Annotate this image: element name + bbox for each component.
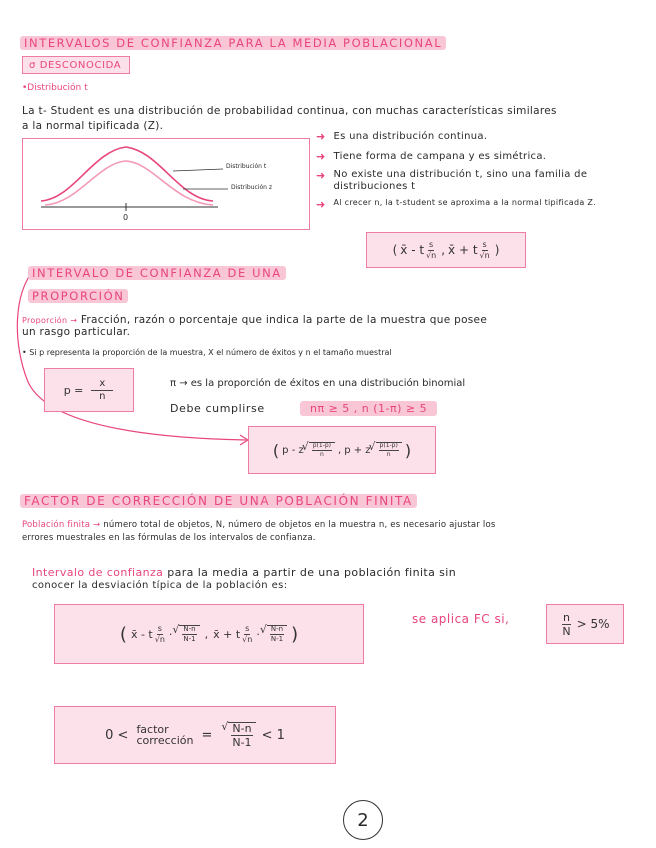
finite-definition: [22, 520, 495, 530]
finite-def-label: Población finita →: [22, 520, 101, 530]
proportion-definition: [22, 314, 487, 326]
frac-num: √ p(1-p): [379, 442, 398, 449]
paren-close: ): [404, 440, 412, 460]
paren-open: (: [392, 243, 398, 257]
frac-den: N-1: [183, 635, 196, 643]
frac-num: s: [482, 239, 487, 249]
p-formula-box: [44, 368, 134, 412]
zero-lt: 0 <: [105, 727, 129, 743]
section-title-proportion-line2: PROPORCIÓN: [28, 289, 128, 303]
comma: ,: [204, 627, 209, 641]
s-over-sqrt-n: [154, 625, 166, 644]
graph-zero-label: 0: [123, 213, 129, 222]
frac-num: n: [563, 610, 571, 624]
graph-label-t: Distribución t: [226, 163, 267, 170]
property-text: Es una distribución continua.: [333, 131, 488, 142]
s-over-sqrt-n: [479, 241, 491, 260]
fc-applies-text: se aplica FC si,: [412, 612, 510, 626]
frac-num: √ p(1-p): [312, 442, 332, 449]
sqrt-proportion: [376, 442, 402, 458]
proportion-def-label: Proporción →: [22, 316, 78, 325]
property-text: No existe una distribución t, sino una familia de distribuciones t: [333, 169, 588, 192]
proportion-condition: nπ ≥ 5 , n (1-π) ≥ 5: [300, 401, 437, 416]
formula-left-term: x̄ - t: [400, 243, 425, 257]
dot: ·: [256, 627, 260, 641]
page-number: [343, 800, 383, 840]
frac-num: √ N-n: [232, 722, 252, 735]
arrow-right-icon: ➜: [316, 198, 326, 211]
frac-den: √n: [242, 634, 253, 644]
arrow-right-icon: ➜: [316, 169, 326, 182]
frac-num: √ N-n: [183, 625, 196, 633]
finite-def-text: número total de objetos, N, número de objetos en la muestra n, es necesario ajustar los: [103, 520, 496, 530]
paren-open: (: [119, 623, 127, 645]
sqrt-proportion: [309, 442, 335, 458]
paren-close: ): [494, 243, 500, 257]
interval-right-term: p + z: [344, 444, 371, 456]
arrow-right-icon: ➜: [316, 130, 326, 143]
gt-five-percent: > 5%: [576, 617, 610, 631]
factor-frac: [231, 723, 252, 748]
frac-den: n: [319, 451, 324, 458]
frac-num: s: [245, 623, 250, 633]
frac-den: N: [562, 624, 571, 638]
comma: ,: [441, 243, 446, 257]
label-pointer-t: [173, 169, 223, 171]
s-over-sqrt-n: [241, 625, 253, 644]
proportion-frac: [379, 443, 399, 458]
section-title-media: INTERVALOS DE CONFIANZA PARA LA MEDIA POBLACIONAL: [20, 36, 446, 50]
interval-left-term: x̄ - t: [130, 627, 153, 641]
distribution-graph: [22, 138, 310, 230]
s-over-sqrt-n: [425, 241, 437, 260]
debe-cumplirse: Debe cumplirse: [170, 402, 265, 415]
n-over-N: [561, 612, 571, 637]
intro-line-2: a la normal tipificada (Z).: [22, 120, 164, 132]
interval-label: Intervalo de confianza: [32, 566, 164, 579]
section-title-finite: FACTOR DE CORRECCIÓN DE UNA POBLACIÓN FINITA: [20, 494, 417, 508]
frac-num: √ N-n: [270, 625, 284, 633]
sigma-unknown-box: [22, 56, 130, 74]
factor-label-1: factor: [136, 723, 169, 736]
t-interval-formula: [366, 232, 526, 268]
page-number-text: 2: [357, 809, 369, 831]
interval-left-term: p - z: [282, 444, 304, 456]
frac-num: s: [429, 239, 434, 249]
pi-definition: π → es la proporción de éxitos en una distribución binomial: [170, 378, 466, 389]
property-item: [316, 150, 646, 163]
formula-right-term: x̄ + t: [448, 243, 478, 257]
intro-line-1: La t- Student es una distribución de probabilidad continua, con muchas características similares: [22, 105, 557, 117]
sqrt-factor: [228, 722, 255, 748]
x-over-n: [91, 379, 113, 402]
finite-interval-formula: [54, 604, 364, 664]
factor-label: [136, 724, 193, 746]
finite-interval-intro: [32, 566, 456, 579]
distribution-t-label: •Distribución t: [22, 83, 88, 93]
proportion-interval-formula: [248, 426, 436, 474]
frac-den: N-1: [232, 736, 252, 749]
paren-close: ): [291, 623, 299, 645]
property-item: [316, 169, 646, 192]
fc-frac: [182, 626, 196, 643]
section-title-proportion-line1: INTERVALO DE CONFIANZA DE UNA: [28, 266, 286, 280]
frac-num: s: [157, 623, 162, 633]
proportion-frac: [312, 443, 332, 458]
subtitle-sigma: σ DESCONOCIDA: [29, 59, 122, 71]
si-line: • Si p representa la proporción de la muestra, X el número de éxitos y n el tamaño muestral: [22, 348, 392, 357]
frac-den: √n: [426, 250, 437, 260]
dot: ·: [168, 627, 173, 641]
paren-open: (: [272, 440, 280, 460]
arrow-right-icon: ➜: [316, 150, 326, 163]
interval-right-term: x̄ + t: [213, 627, 241, 641]
finite-definition-2: errores muestrales en las fórmulas de los intervalos de confianza.: [22, 533, 316, 543]
sqrt-fc: [179, 625, 199, 643]
equals: =: [201, 727, 213, 743]
curve-normal-z: [41, 147, 213, 201]
sqrt-fc: [267, 625, 287, 643]
fc-frac: [270, 626, 284, 643]
frac-den: n: [99, 390, 106, 402]
property-item: [316, 130, 646, 143]
property-text: Tiene forma de campana y es simétrica.: [333, 151, 547, 162]
proportion-def-text: Fracción, razón o porcentaje que indica la parte de la muestra que posee: [80, 314, 488, 326]
proportion-definition-2: un rasgo particular.: [22, 326, 131, 338]
p-equals: p =: [63, 383, 84, 397]
interval-text: para la media a partir de una población finita sin: [167, 566, 457, 579]
frac-den: √n: [154, 634, 165, 644]
property-text: Al crecer n, la t-student se aproxima a la normal tipificada Z.: [333, 198, 597, 207]
property-item: [316, 198, 646, 211]
comma: ,: [338, 444, 342, 456]
frac-num: x: [91, 379, 113, 391]
t-properties-list: [316, 130, 646, 211]
curve-t-student: [45, 161, 213, 205]
frac-den: n: [386, 451, 391, 458]
fc-condition-box: [546, 604, 624, 644]
factor-label-2: corrección: [136, 734, 194, 747]
graph-label-z: Distribución z: [231, 184, 273, 191]
frac-den: √n: [479, 250, 490, 260]
lt-one: < 1: [261, 727, 285, 743]
finite-interval-intro-2: conocer la desviación típica de la población es:: [32, 580, 288, 591]
correction-factor-box: [54, 706, 336, 764]
frac-den: N-1: [270, 635, 284, 643]
